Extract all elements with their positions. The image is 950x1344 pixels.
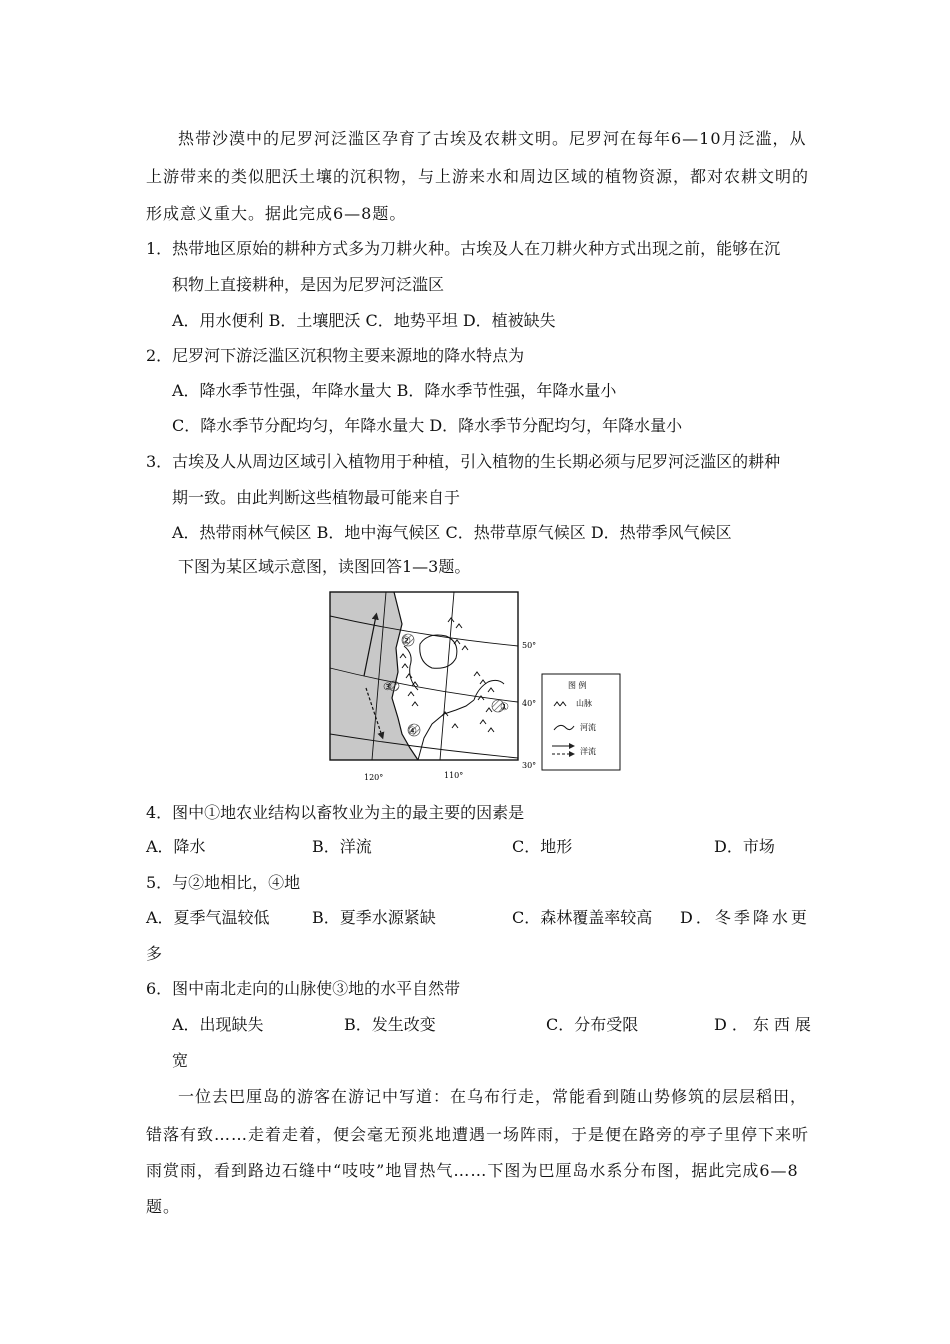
site-4-label: ④	[408, 726, 417, 737]
legend-title: 图 例	[568, 681, 587, 690]
intro-paragraph-line: 一位去巴厘岛的游客在游记中写道：在乌布行走，常能看到随山势修筑的层层稻田，	[178, 1087, 808, 1106]
site-1-label: ①	[500, 702, 509, 713]
figure-intro: 下图为某区域示意图，读图回答1—3题。	[178, 557, 471, 576]
intro-paragraph-line: 形成意义重大。据此完成6—8题。	[146, 204, 407, 223]
latitude-40-label: 40°	[522, 699, 537, 708]
question-3-options: A．热带雨林气候区 B．地中海气候区 C．热带草原气候区 D．热带季风气候区	[172, 523, 732, 542]
question-6-option-c: C．分布受限	[546, 1015, 639, 1034]
question-3-stem: 3．古埃及人从周边区域引入植物用于种植，引入植物的生长期必须与尼罗河泛滥区的耕种	[146, 452, 781, 471]
question-6-option-b: B．发生改变	[344, 1015, 436, 1034]
question-2-stem: 2．尼罗河下游泛滥区沉积物主要来源地的降水特点为	[146, 346, 525, 365]
intro-paragraph-line: 上游带来的类似肥沃土壤的沉积物，与上游来水和周边区域的植物资源，都对农耕文明的	[146, 167, 810, 186]
question-6-option-a: A．出现缺失	[172, 1015, 264, 1034]
question-5-option-d: D．冬季降水更	[680, 908, 810, 927]
region-map	[328, 588, 630, 784]
question-3-stem-cont: 期一致。由此判断这些植物最可能来自于	[172, 488, 461, 507]
intro-paragraph-line: 题。	[146, 1197, 181, 1216]
question-4-option-d: D．市场	[714, 837, 775, 856]
legend-mountain-label: 山脉	[576, 699, 592, 708]
question-5-option-a: A．夏季气温较低	[146, 908, 270, 927]
question-2-options-row2: C．降水季节分配均匀，年降水量大 D．降水季节分配均匀，年降水量小	[172, 416, 683, 435]
longitude-120-label: 120°	[364, 773, 384, 782]
question-5-option-b: B．夏季水源紧缺	[312, 908, 436, 927]
question-5-stem: 5．与②地相比，④地	[146, 873, 301, 892]
question-1-stem: 1．热带地区原始的耕种方式多为刀耕火种。古埃及人在刀耕火种方式出现之前，能够在沉	[146, 239, 781, 258]
question-6-option-d: D．东西展	[714, 1015, 816, 1034]
question-5-option-c: C．森林覆盖率较高	[512, 908, 653, 927]
intro-paragraph-line: 热带沙漠中的尼罗河泛滥区孕育了古埃及农耕文明。尼罗河在每年6—10月泛滥，从	[178, 129, 807, 148]
legend-river-label: 河流	[580, 723, 596, 732]
question-4-option-c: C．地形	[512, 837, 573, 856]
question-1-stem-cont: 积物上直接耕种，是因为尼罗河泛滥区	[172, 275, 445, 294]
question-6-stem: 6．图中南北走向的山脉使③地的水平自然带	[146, 979, 461, 998]
intro-paragraph-line: 错落有致……走着走着，便会毫无预兆地遭遇一场阵雨，于是便在路旁的亭子里停下来听	[146, 1125, 810, 1144]
latitude-50-label: 50°	[522, 641, 537, 650]
site-3-label: ③	[383, 682, 392, 693]
question-4-option-b: B．洋流	[312, 837, 372, 856]
question-5-option-d-cont: 多	[146, 944, 163, 963]
region-map-figure	[328, 588, 630, 784]
question-4-option-a: A．降水	[146, 837, 206, 856]
question-1-options: A．用水便利 B．土壤肥沃 C．地势平坦 D．植被缺失	[172, 311, 556, 330]
latitude-30-label: 30°	[522, 761, 537, 770]
question-6-option-d-cont: 宽	[172, 1051, 189, 1070]
longitude-110-label: 110°	[444, 771, 464, 780]
question-4-stem: 4．图中①地农业结构以畜牧业为主的最主要的因素是	[146, 803, 525, 822]
map-legend	[542, 674, 620, 770]
intro-paragraph-line: 雨赏雨，看到路边石缝中“吱吱”地冒热气……下图为巴厘岛水系分布图，据此完成6—8	[146, 1161, 799, 1180]
map-frame	[330, 592, 518, 760]
question-2-options-row1: A．降水季节性强，年降水量大 B．降水季节性强，年降水量小	[172, 381, 617, 400]
site-2-label: ②	[402, 636, 411, 647]
legend-current-label: 洋流	[580, 747, 596, 756]
